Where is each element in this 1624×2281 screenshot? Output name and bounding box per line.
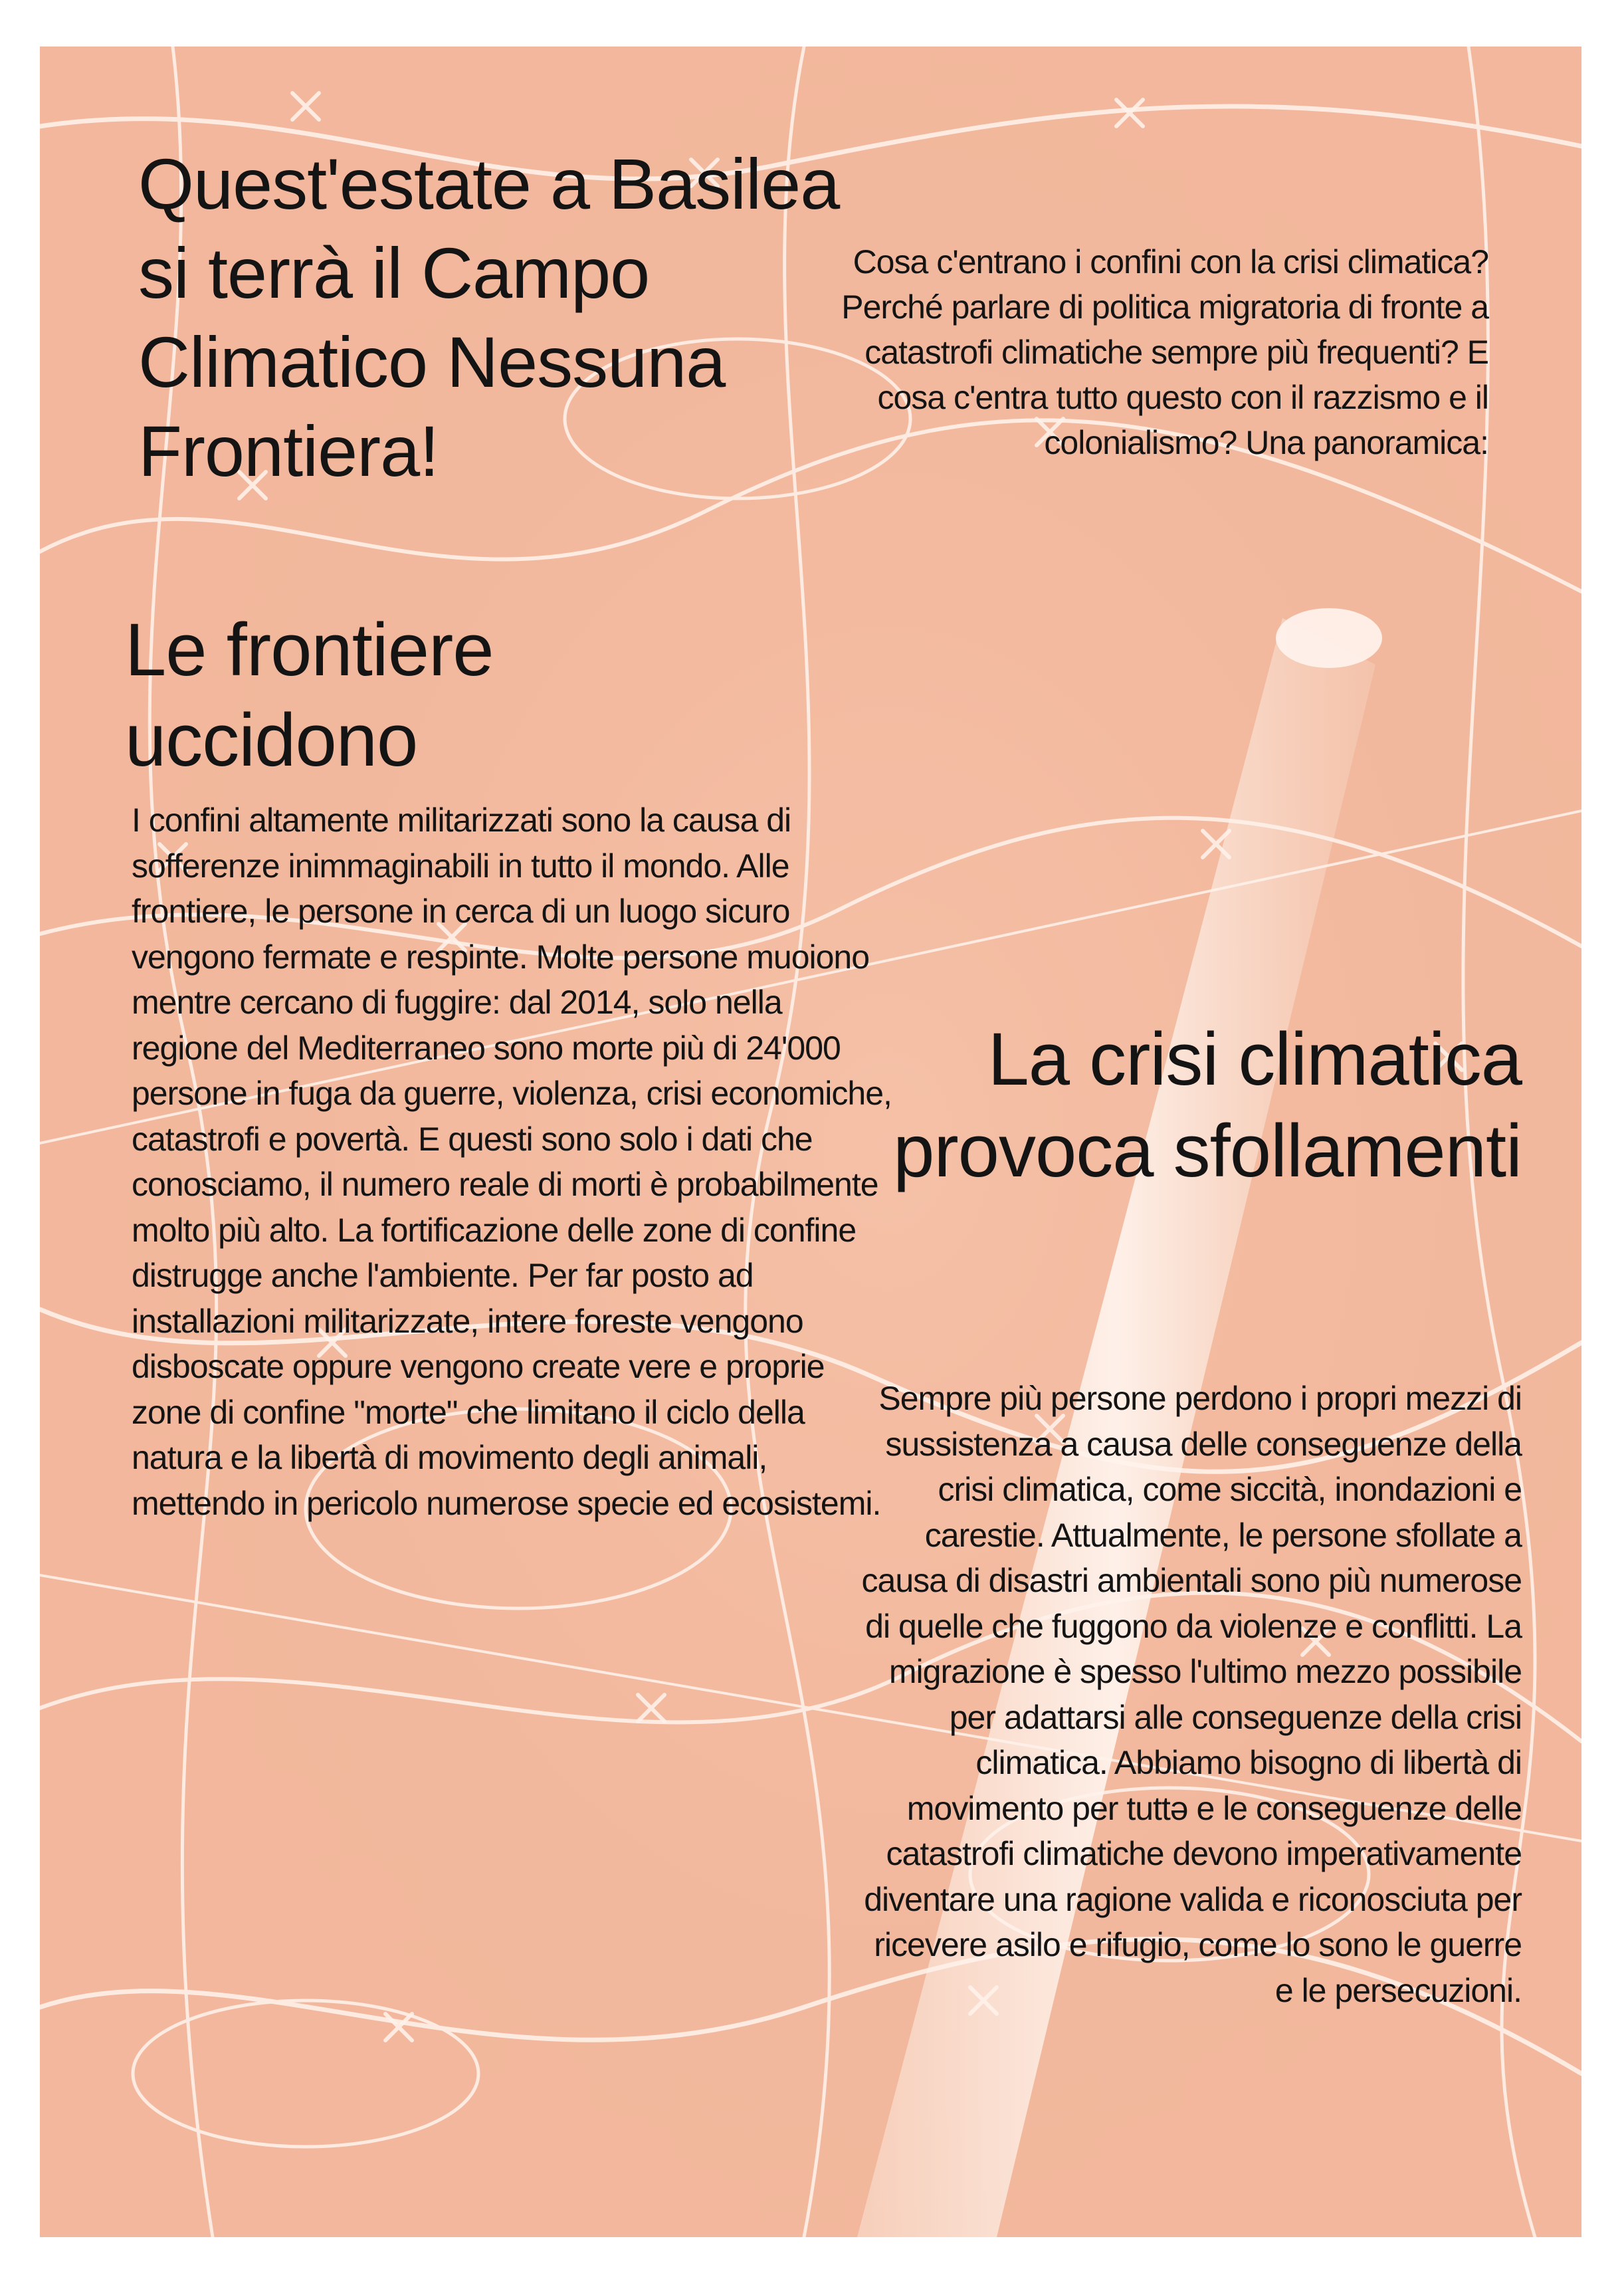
poster-title: Quest'estate a Basilea si terrà il Campo Climatico Nessuna Frontiera! — [138, 144, 840, 491]
section-body-borders-kill: I confini altamente militarizzati sono la causa di sofferenze inimmaginabili in tutto il mondo. Alle frontiere, le persone in cerca di un luogo sicuro vengono fermate e respinte. Molte persone muoiono mentre cercano di fuggire: dal 2014, solo nella regione del Mediterraneo sono morte più di 24'000 persone in fuga da guerre, violenza, crisi economiche, catastrofi e povertà. E questi sono solo i dati che conosciamo, il numero reale di morti è probabilmente molto più alto. La fortificazione delle zone di confine distrugge anche l'ambiente. Per far posto ad installazioni militarizzate, intere foreste vengono disboscate oppure vengono create vere e proprie zone di confine "morte" che limitano il ciclo della natura e la libertà di movimento degli animali, mettendo in pericolo numerose specie ed ecosistemi. — [132, 802, 892, 1522]
intro-paragraph: Cosa c'entrano i confini con la crisi climatica? Perché parlare di politica migratoria di fronte a catastrofi climatiche sempre più frequenti? E cosa c'entra tutto questo con il razzismo e il colonialismo? Una panoramica: — [841, 243, 1488, 461]
section-heading-borders-kill: Le frontiere uccidono — [125, 608, 494, 782]
poster-sheet — [40, 47, 1581, 2237]
section-heading-climate-displacement: La crisi climatica provoca sfollamenti — [893, 1018, 1522, 1192]
section-body-climate-displacement: Sempre più persone perdono i propri mezzi di sussistenza a causa delle conseguenze della crisi climatica, come siccità, inondazioni e carestie. Attualmente, le persone sfollate a causa di disastri ambientali sono più numerose di quelle che fuggono da violenze e conflitti. La migrazione è spesso l'ultimo mezzo possibile per adattarsi alle conseguenze della crisi climatica. Abbiamo bisogno di libertà di movimento per tuttə e le conseguenze delle catastrofi climatiche devono imperativamente diventare una ragione valida e riconosciuta per ricevere asilo e rifugio, come lo sono le guerre e le persecuzioni. — [861, 1380, 1522, 2009]
